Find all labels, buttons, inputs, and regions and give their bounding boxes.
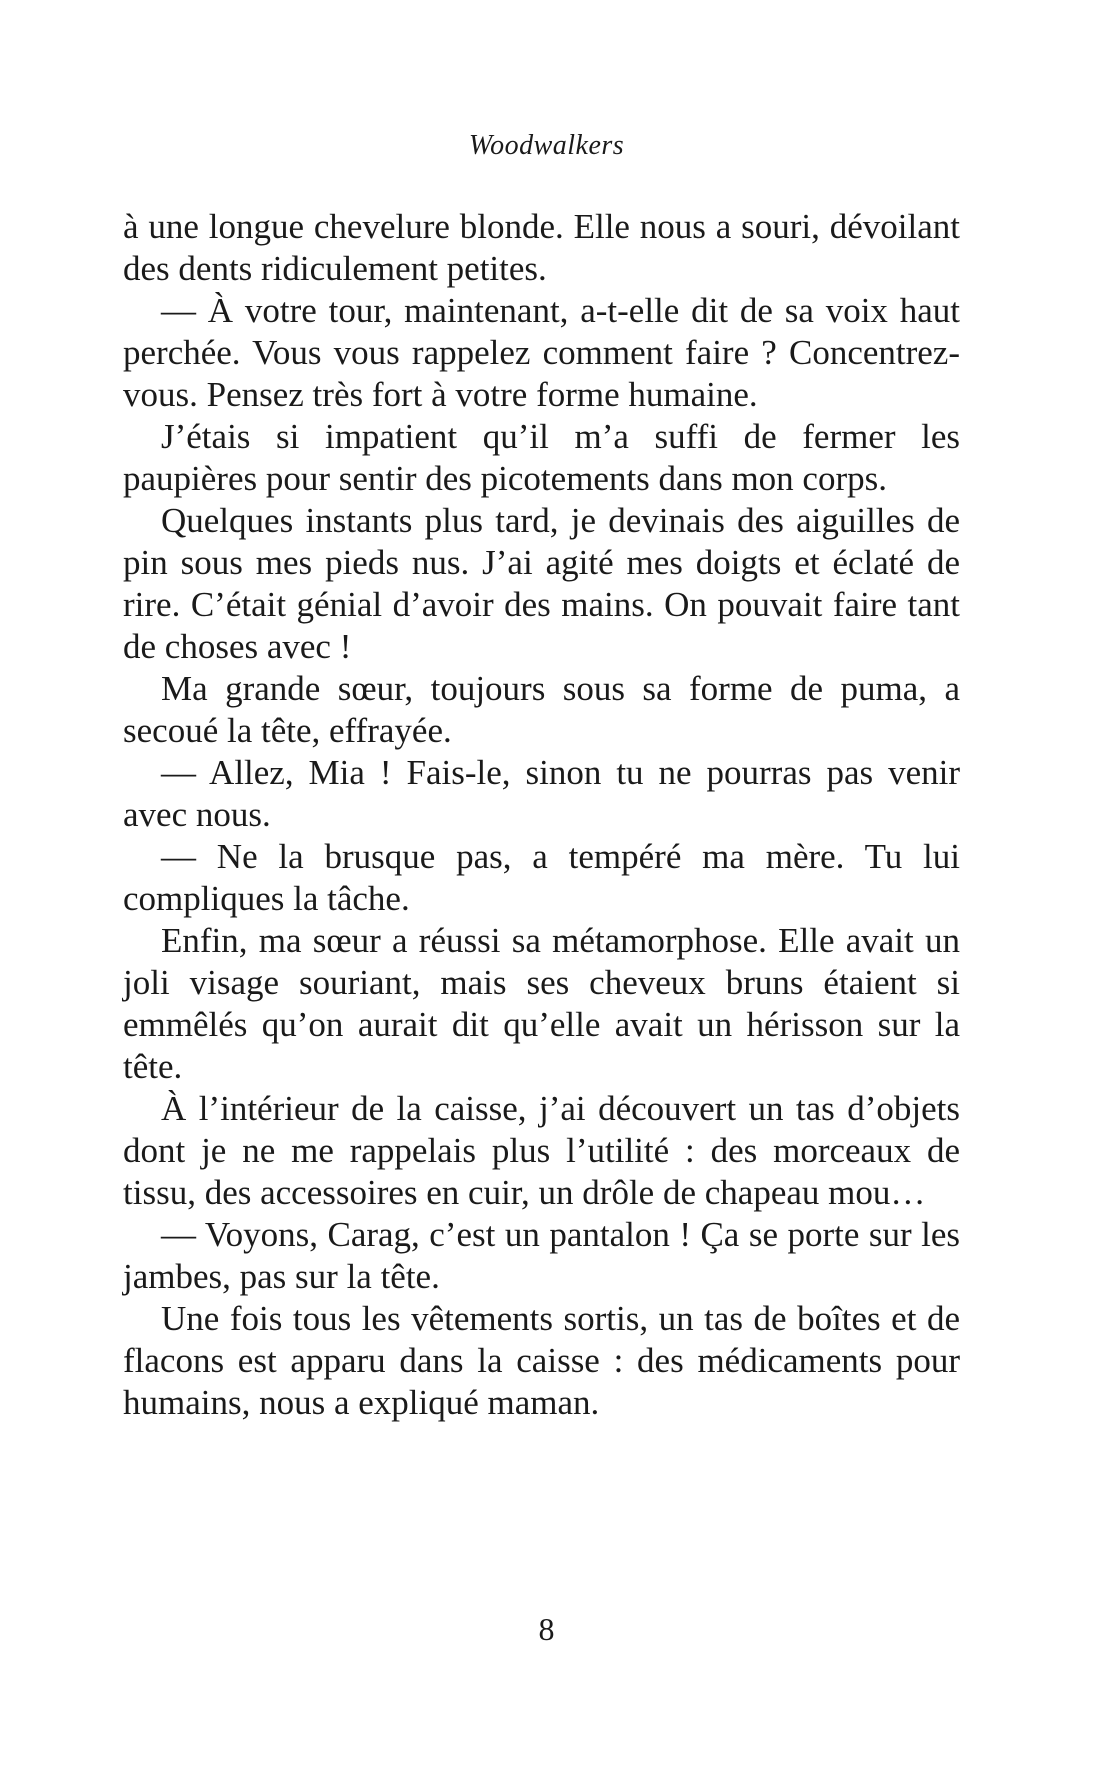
paragraph-1: à une longue chevelure blonde. Elle nous a souri, dévoilant des dents ridiculement petites.: [123, 207, 960, 288]
paragraph-11: Une fois tous les vêtements sortis, un tas de boîtes et de flacons est apparu dans la caisse : des médicaments pour humains, nous a expliqué maman.: [123, 1299, 960, 1422]
page-number: 8: [538, 1611, 555, 1647]
body-text: [123, 206, 960, 1424]
paragraph-10: — Voyons, Carag, c’est un pantalon ! Ça se porte sur les jambes, pas sur la tête.: [123, 1215, 960, 1296]
paragraph-6: — Allez, Mia ! Fais-le, sinon tu ne pourras pas venir avec nous.: [123, 753, 960, 834]
paragraph-8: Enfin, ma sœur a réussi sa métamorphose. Elle avait un joli visage souriant, mais ses cheveux bruns étaient si emmêlés qu’on aurait dit qu’elle avait un hérisson sur la tête.: [123, 921, 960, 1086]
paragraph-4: Quelques instants plus tard, je devinais des aiguilles de pin sous mes pieds nus. J’ai agité mes doigts et éclaté de rire. C’était génial d’avoir des mains. On pouvait faire tant de choses avec !: [123, 501, 960, 666]
paragraph-9: À l’intérieur de la caisse, j’ai découvert un tas d’objets dont je ne me rappelais plus l’utilité : des morceaux de tissu, des accessoires en cuir, un drôle de chapeau mou…: [123, 1089, 960, 1212]
paragraph-3: J’étais si impatient qu’il m’a suffi de fermer les paupières pour sentir des picotements dans mon corps.: [123, 417, 960, 498]
paragraph-5: Ma grande sœur, toujours sous sa forme de puma, a secoué la tête, effrayée.: [123, 669, 960, 750]
paragraph-2: — À votre tour, maintenant, a-t-elle dit de sa voix haut perchée. Vous vous rappelez comment faire ? Concentrez-vous. Pensez très fort à votre forme humaine.: [123, 291, 960, 414]
paragraph-7: — Ne la brusque pas, a tempéré ma mère. Tu lui compliques la tâche.: [123, 837, 960, 918]
running-header: Woodwalkers: [468, 130, 625, 161]
